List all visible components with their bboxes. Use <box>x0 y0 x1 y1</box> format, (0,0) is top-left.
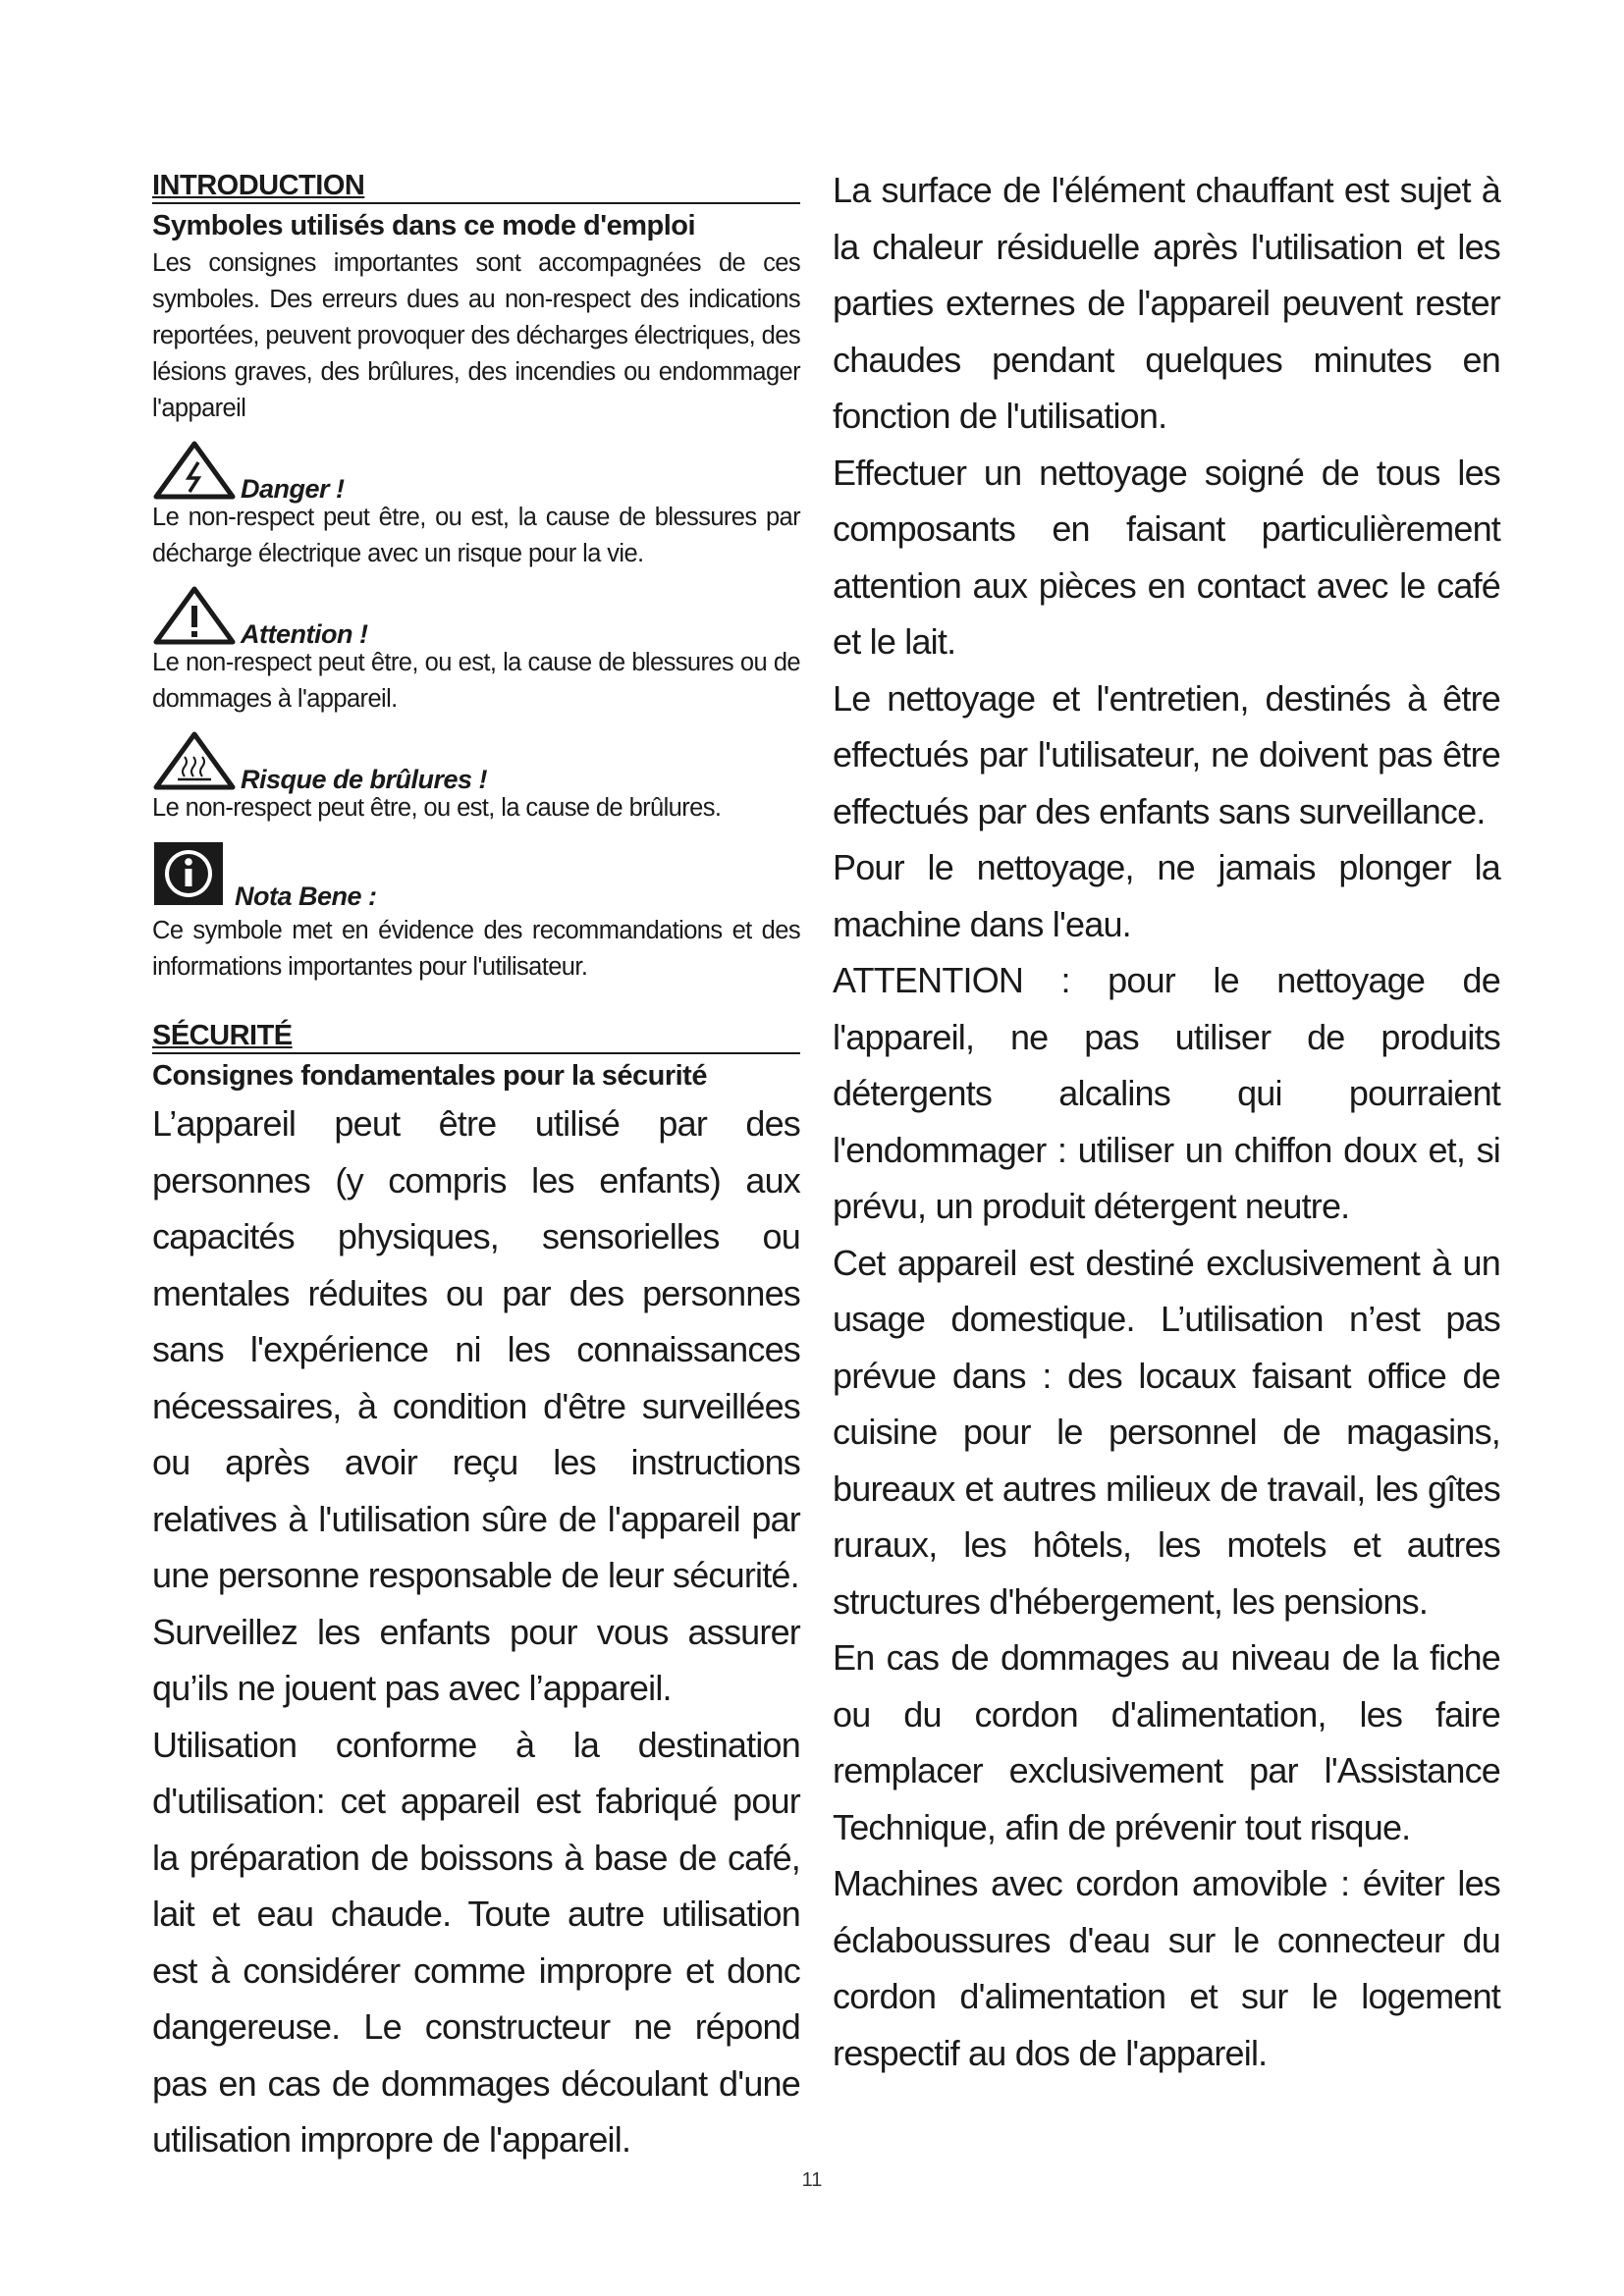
cleaning-paragraph: Effectuer un nettoyage soigné de tous les composants en faisant particulièrement attention aux pièces en contact avec le café et le lait. <box>833 452 1500 662</box>
electric-danger-icon <box>152 441 237 500</box>
right-column <box>833 162 1500 2081</box>
burn-text: Le non-respect peut être, ou est, la cause de brûlures. <box>152 794 722 822</box>
page-number: 11 <box>801 2169 823 2191</box>
power-cord-paragraph: En cas de dommages au niveau de la fiche ou du cordon d'alimentation, les faire remplacer exclusivement par l'Assistance Technique, afin de prévenir tout risque. <box>833 1637 1500 1847</box>
maintenance-paragraph: Le nettoyage et l'entretien, destinés à être effectués par l'utilisateur, ne doivent pas être effectués par des enfants sans surveillance. <box>833 677 1500 831</box>
attention-warning <box>152 584 800 649</box>
symbols-intro-text: Les consignes importantes sont accompagnées de ces symboles. Des erreurs dues au non-respect des indications reportées, peuvent provoquer des décharges électriques, des lésions graves, des brûlures, des incendies ou endommager l'appareil <box>152 249 800 422</box>
security-paragraph-2: Surveillez les enfants pour vous assurer qu’ils ne jouent pas avec l’appareil. <box>152 1611 800 1708</box>
detergent-paragraph: ATTENTION : pour le nettoyage de l'appareil, ne pas utiliser de produits détergents alcalins qui pourraient l'endommager : utiliser un chiffon doux et, si prévu, un produit détergent neutre. <box>833 960 1500 1226</box>
info-icon <box>152 838 225 907</box>
burn-label: Risque de brûlures ! <box>241 765 488 794</box>
attention-text: Le non-respect peut être, ou est, la cause de blessures ou de dommages à l'appareil. <box>152 649 800 713</box>
no-immersion-paragraph: Pour le nettoyage, ne jamais plonger la machine dans l'eau. <box>833 847 1500 944</box>
attention-label: Attention ! <box>241 619 368 649</box>
note-text: Ce symbole met en évidence des recommandations et des informations importantes pour l'utilisateur. <box>152 917 800 981</box>
symbols-subheading: Symboles utilisés dans ce mode d'emploi <box>152 210 696 241</box>
danger-text: Le non-respect peut être, ou est, la cause de blessures par décharge électrique avec un risque pour la vie. <box>152 504 800 567</box>
hot-surface-icon <box>152 731 237 790</box>
security-paragraph-1: L’appareil peut être utilisé par des personnes (y compris les enfants) aux capacités physiques, sensorielles ou mentales réduites ou par des personnes sans l'expérience ni les connaissances nécessaires, à condition d'être surveillées ou après avoir reçu les instructions relatives à l'utilisation sûre de l'appareil par une personne responsable de leur sécurité. <box>152 1103 800 1595</box>
security-heading: SÉCURITÉ <box>152 1019 800 1054</box>
introduction-heading: INTRODUCTION <box>152 169 800 204</box>
removable-cord-paragraph: Machines avec cordon amovible : éviter les éclaboussures d'eau sur le connecteur du cordon d'alimentation et sur le logement respectif au dos de l'appareil. <box>833 1863 1500 2073</box>
security-paragraph-3: Utilisation conforme à la destination d'utilisation: cet appareil est fabriqué pour la préparation de boissons à base de café, lait et eau chaude. Toute autre utilisation est à considérer comme impropre et donc dangereuse. Le constructeur ne répond pas en cas de dommages découlant d'une utilisation impropre de l'appareil. <box>152 1724 800 2160</box>
note-block <box>152 838 800 911</box>
security-subheading: Consignes fondamentales pour la sécurité <box>152 1060 707 1092</box>
attention-icon <box>152 586 237 645</box>
note-label: Nota Bene : <box>235 881 377 911</box>
domestic-use-paragraph: Cet appareil est destiné exclusivement à un usage domestique. L’utilisation n’est pas prévue dans : des locaux faisant office de cuisine pour le personnel de magasins, bureaux et autres milieux de travail, les gîtes ruraux, les hôtels, les motels et autres structures d'hébergement, les pensions. <box>833 1242 1500 1622</box>
danger-label: Danger ! <box>241 474 345 504</box>
danger-warning <box>152 439 800 504</box>
burn-warning <box>152 729 800 794</box>
residual-heat-paragraph: La surface de l'élément chauffant est sujet à la chaleur résiduelle après l'utilisation et les parties externes de l'appareil peuvent rester chaudes pendant quelques minutes en fonction de l'utilisation. <box>833 170 1500 436</box>
left-column <box>152 169 800 2168</box>
